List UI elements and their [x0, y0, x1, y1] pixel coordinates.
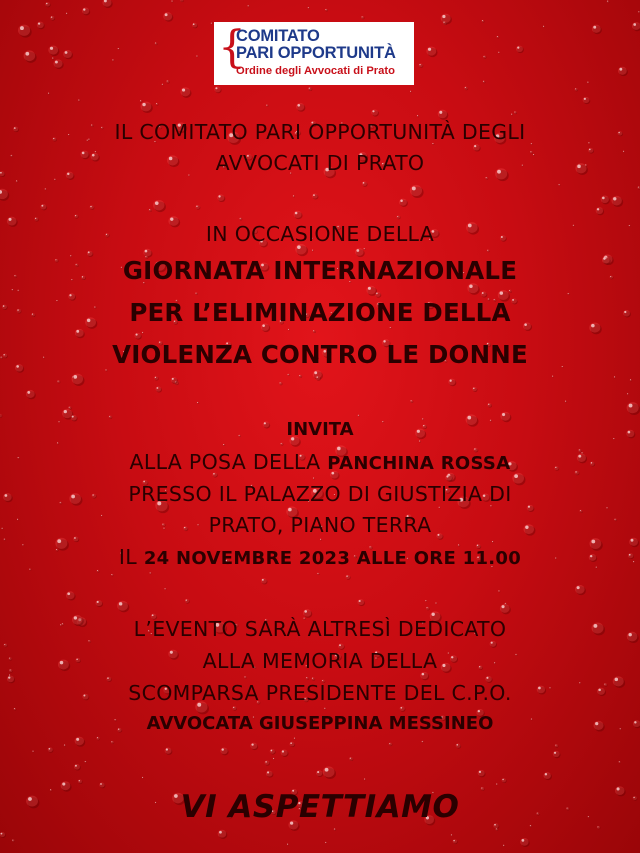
water-drop — [299, 375, 302, 378]
water-drop — [516, 46, 524, 53]
water-drop — [195, 292, 198, 295]
water-drop — [17, 290, 19, 292]
water-drop — [164, 588, 166, 590]
water-drop — [24, 50, 37, 62]
water-drop — [358, 415, 360, 417]
closing-greeting: VI ASPETTIAMO — [180, 789, 460, 825]
water-drop — [111, 574, 114, 577]
water-drop — [325, 842, 327, 844]
water-drop — [575, 585, 586, 595]
memorial-line-3: SCOMPARSA PRESIDENTE DEL C.P.O. — [128, 681, 512, 705]
water-drop — [150, 572, 152, 574]
water-drop — [490, 641, 497, 648]
water-drop — [163, 12, 173, 22]
water-drop — [419, 63, 423, 67]
water-drop — [422, 741, 424, 743]
water-drop — [293, 195, 295, 197]
water-drop — [12, 289, 14, 291]
water-drop — [426, 607, 430, 611]
water-drop — [482, 20, 485, 23]
water-drop — [192, 23, 198, 29]
water-drop — [26, 390, 36, 399]
water-drop — [105, 369, 107, 371]
invite-line-4 — [0, 545, 640, 569]
water-drop — [487, 249, 490, 252]
water-drop — [308, 87, 312, 91]
red-bench-text: PANCHINA ROSSA — [327, 453, 511, 474]
water-drop — [12, 839, 15, 842]
water-drop — [565, 401, 567, 403]
water-drop — [567, 293, 569, 295]
water-drop — [618, 67, 628, 76]
water-drop — [294, 738, 296, 740]
water-drop — [239, 218, 242, 221]
water-drop — [627, 402, 640, 415]
water-drop — [601, 196, 610, 205]
memorial-line-2: ALLA MEMORIA DELLA — [202, 649, 438, 673]
water-drop — [72, 374, 85, 386]
water-drop — [162, 84, 164, 86]
water-drop — [417, 115, 419, 117]
water-drop — [464, 86, 468, 90]
water-drop — [287, 374, 289, 376]
water-drop — [614, 376, 616, 378]
water-drop — [34, 217, 38, 221]
logo-line-comitato: COMITATO — [236, 27, 320, 45]
water-drop — [325, 9, 328, 12]
water-drop — [57, 380, 60, 383]
water-drop — [53, 59, 63, 69]
water-drop — [632, 22, 640, 31]
water-drop — [266, 771, 273, 778]
water-drop — [410, 400, 413, 403]
water-drop — [435, 602, 437, 604]
water-drop — [555, 744, 559, 747]
water-drop — [606, 507, 608, 509]
water-drop — [419, 440, 421, 442]
water-drop — [280, 443, 283, 446]
water-drop — [14, 708, 17, 711]
water-drop — [45, 188, 47, 190]
water-drop — [4, 539, 6, 541]
water-drop — [154, 376, 159, 380]
water-drop — [596, 207, 604, 215]
water-drop — [349, 757, 353, 761]
water-drop — [54, 179, 56, 181]
water-drop — [425, 600, 427, 602]
water-drop — [90, 205, 95, 209]
water-drop — [323, 766, 336, 779]
water-drop — [448, 379, 456, 387]
water-drop — [287, 844, 289, 846]
water-drop — [273, 758, 275, 760]
water-drop — [397, 216, 401, 220]
logo-line-pari-opportunita: PARI OPPORTUNITÀ — [236, 44, 396, 62]
water-drop — [96, 737, 100, 741]
event-title-line-2: PER L’ELIMINAZIONE DELLA — [129, 298, 511, 327]
water-drop — [156, 386, 162, 392]
water-drop — [611, 196, 623, 207]
water-drop — [289, 742, 295, 747]
water-drop — [492, 541, 494, 543]
water-drop — [543, 772, 551, 780]
water-drop — [503, 845, 505, 847]
water-drop — [371, 109, 379, 116]
water-drop — [112, 59, 114, 61]
water-drop — [587, 82, 589, 84]
water-drop — [140, 100, 142, 102]
water-drop — [48, 45, 59, 56]
water-drop — [543, 26, 545, 28]
water-drop — [142, 777, 144, 779]
water-drop — [410, 91, 412, 93]
water-drop — [63, 50, 73, 59]
water-drop — [78, 99, 80, 101]
water-drop — [117, 601, 129, 613]
water-drop — [0, 414, 2, 418]
water-drop — [196, 205, 201, 210]
water-drop — [399, 199, 408, 207]
occasion-lead: IN OCCASIONE DELLA — [205, 222, 435, 246]
water-drop — [400, 706, 406, 712]
water-drop — [281, 750, 289, 757]
water-drop — [102, 0, 112, 8]
water-drop — [111, 741, 114, 744]
water-drop — [73, 536, 79, 542]
water-drop — [583, 97, 591, 104]
water-drop — [498, 590, 500, 592]
water-drop — [99, 782, 105, 788]
event-title-line-3: VIOLENZA CONTRO LE DONNE — [112, 340, 528, 369]
water-drop — [558, 184, 560, 186]
water-drop — [485, 177, 488, 180]
water-drop — [74, 215, 78, 219]
water-drop — [135, 333, 142, 340]
water-drop — [75, 329, 85, 338]
water-drop — [502, 778, 507, 783]
water-drop — [438, 110, 449, 120]
water-drop — [0, 189, 9, 201]
water-drop — [362, 181, 368, 186]
water-drop — [296, 103, 305, 112]
water-drop — [270, 749, 276, 755]
water-drop — [288, 329, 290, 331]
water-drop — [317, 573, 319, 575]
memorial-name: AVVOCATA GIUSEPPINA MESSINEO — [146, 713, 494, 734]
water-drop — [211, 23, 213, 25]
water-drop — [279, 382, 282, 385]
invite-line-1 — [0, 450, 640, 474]
water-drop — [180, 87, 191, 98]
water-drop — [66, 13, 68, 15]
water-drop — [592, 25, 602, 35]
water-drop — [497, 36, 500, 39]
water-drop — [346, 575, 351, 580]
water-drop — [410, 185, 424, 198]
water-drop — [312, 194, 318, 200]
invite-line-1-prefix: ALLA POSA DELLA — [129, 450, 328, 474]
water-drop — [483, 81, 486, 84]
water-drop — [97, 570, 100, 573]
water-drop — [197, 402, 199, 404]
water-drop — [627, 393, 629, 395]
water-drop — [0, 832, 6, 838]
water-drop — [456, 743, 461, 748]
water-drop — [220, 747, 228, 755]
water-drop — [364, 779, 366, 781]
invite-line-3: PRATO, PIANO TERRA — [208, 513, 432, 537]
water-drop — [366, 286, 377, 296]
water-drop — [575, 88, 578, 91]
water-drop — [313, 330, 316, 333]
water-drop — [85, 761, 87, 763]
water-drop — [306, 677, 309, 680]
water-drop — [316, 770, 323, 777]
water-drop — [118, 48, 120, 50]
water-drop — [32, 751, 34, 753]
water-drop — [64, 744, 66, 746]
water-drop — [426, 46, 437, 57]
water-drop — [597, 826, 600, 829]
event-title-line-1: GIORNATA INTERNAZIONALE — [122, 256, 518, 285]
water-drop — [266, 104, 269, 106]
water-drop — [78, 780, 83, 784]
intro-line-1: IL COMITATO PARI OPPORTUNITÀ DEGLI — [114, 120, 526, 144]
water-drop — [214, 86, 221, 93]
water-drop — [607, 0, 610, 3]
water-drop — [171, 1, 173, 3]
water-drop — [439, 507, 441, 509]
water-drop — [509, 290, 512, 293]
water-drop — [308, 7, 310, 9]
committee-logo — [214, 22, 414, 85]
memorial-line-1: L’EVENTO SARÀ ALTRESÌ DEDICATO — [133, 617, 507, 641]
water-drop — [630, 379, 632, 381]
water-drop — [75, 737, 86, 747]
water-drop — [74, 764, 81, 770]
water-drop — [50, 16, 55, 21]
logo-brace-icon: { — [218, 22, 246, 73]
water-drop — [361, 16, 364, 19]
water-drop — [156, 103, 159, 106]
intro-line-2: AVVOCATI DI PRATO — [215, 151, 425, 175]
water-drop — [498, 52, 500, 54]
invite-line-2: PRESSO IL PALAZZO DI GIUSTIZIA DI — [128, 482, 512, 506]
water-drop — [478, 770, 486, 777]
water-drop — [520, 838, 529, 847]
water-drop — [171, 377, 178, 384]
water-drop — [40, 204, 47, 210]
water-drop — [500, 604, 511, 614]
event-datetime: 24 NOVEMBRE 2023 ALLE ORE 11.00 — [143, 548, 522, 569]
water-drop — [4, 643, 8, 647]
water-drop — [324, 708, 326, 710]
water-drop — [265, 761, 270, 766]
water-drop — [52, 57, 54, 59]
water-drop — [390, 327, 392, 329]
invite-label: INVITA — [286, 419, 354, 440]
water-drop — [16, 180, 19, 182]
water-drop — [142, 332, 144, 334]
water-drop — [358, 599, 365, 606]
water-drop — [364, 248, 366, 250]
water-drop — [96, 600, 103, 607]
water-drop — [232, 706, 237, 710]
water-drop — [511, 114, 513, 116]
water-drop — [82, 7, 90, 15]
logo-line-ordine: Ordine degli Avvocati di Prato — [236, 65, 395, 77]
water-drop — [66, 591, 76, 600]
water-drop — [553, 751, 561, 758]
water-drop — [244, 676, 247, 678]
water-drop — [294, 211, 303, 220]
water-drop — [552, 376, 554, 378]
water-drop — [530, 825, 532, 827]
water-drop — [48, 93, 50, 95]
water-drop — [389, 743, 393, 747]
water-drop — [250, 743, 258, 751]
water-drop — [18, 25, 32, 38]
water-drop — [453, 839, 458, 844]
water-drop — [619, 761, 621, 763]
water-drop — [185, 599, 190, 604]
water-drop — [45, 2, 50, 7]
water-drop — [320, 539, 322, 541]
water-drop — [483, 55, 486, 58]
water-drop — [334, 828, 337, 830]
water-drop — [218, 830, 228, 839]
water-drop — [141, 101, 153, 113]
water-drop — [223, 444, 225, 446]
water-drop — [261, 578, 268, 584]
water-drop — [48, 747, 54, 752]
water-drop — [37, 22, 45, 30]
invite-line-4-prefix: IL — [118, 545, 144, 569]
water-drop — [217, 194, 225, 202]
water-drop — [166, 80, 169, 83]
water-drop — [496, 784, 498, 786]
water-drop — [155, 42, 158, 45]
water-drop — [180, 0, 184, 2]
water-drop — [472, 387, 477, 392]
water-drop — [248, 5, 250, 7]
water-drop — [481, 291, 487, 297]
water-drop — [153, 200, 166, 212]
water-drop — [313, 478, 315, 480]
water-drop — [312, 250, 314, 252]
water-drop — [196, 56, 198, 58]
water-drop — [165, 748, 173, 755]
water-drop — [487, 403, 492, 407]
water-drop — [149, 209, 152, 212]
water-drop — [514, 111, 517, 114]
water-drop — [57, 442, 59, 444]
water-drop — [451, 834, 453, 836]
water-drop — [420, 672, 429, 680]
